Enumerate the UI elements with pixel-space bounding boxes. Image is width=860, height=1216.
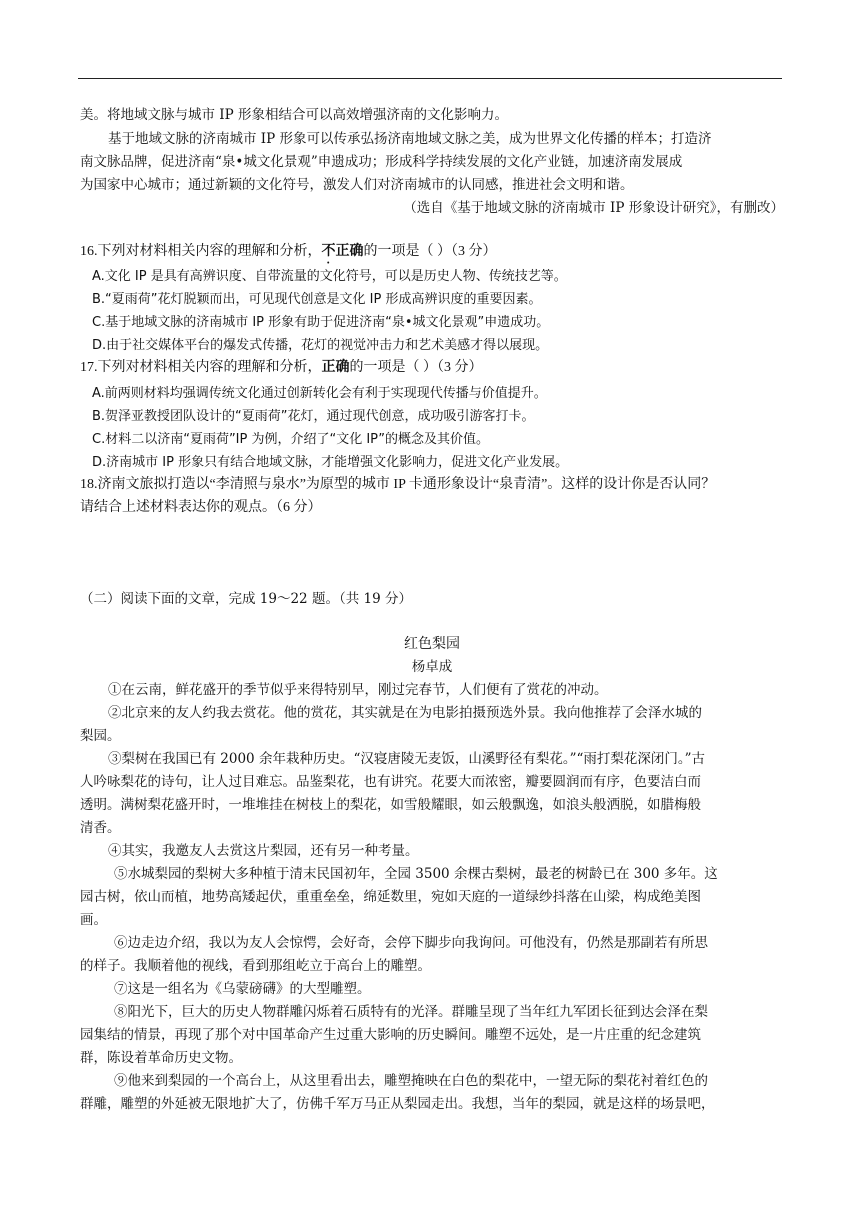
article-line: 梨园。 xyxy=(80,728,121,744)
article-line: ①在云南，鲜花盛开的季节似乎来得特别早，刚过完春节，人们便有了赏花的冲动。 xyxy=(108,682,608,698)
question-17-option-c: C.材料二以济南“夏雨荷”IP 为例，介绍了“文化 IP”的概念及其价值。 xyxy=(92,432,490,447)
article-line: ④其实，我邀友人去赏这片梨园，还有另一种考量。 xyxy=(108,843,419,859)
source-citation: （选自《基于地域文脉的济南城市 IP 形象设计研究》，有删改） xyxy=(403,200,784,216)
article-line: ⑧阳光下，巨大的历史人物群雕闪烁着石质特有的光泽。群雕呈现了当年红九军团长征到达会泽在梨 xyxy=(114,1004,708,1020)
article-line: 群雕，雕塑的外延被无限地扩大了，仿佛千军万马正从梨园走出。我想，当年的梨园，就是这样的场景吧， xyxy=(80,1096,715,1112)
question-18-line: 18.济南文旅拟打造以“李清照与泉水”为原型的城市 IP 卡通形象设计“泉青清”。这样的设计你是否认同？ xyxy=(80,477,716,492)
article-line: 画。 xyxy=(80,912,107,928)
question-16-tail: 的一项是（ ）（3 分） xyxy=(363,244,497,259)
passage-line: 基于地域文脉的济南城市 IP 形象可以传承弘扬济南地域文脉之美，成为世界文化传播的样本；打造济 xyxy=(108,131,712,147)
question-16-option-c: C.基于地域文脉的济南城市 IP 形象有助于促进济南“泉•城文化景观”申遗成功。 xyxy=(92,315,550,330)
article-line: 园集结的情景，再现了那个对中国革命产生过重大影响的历史瞬间。雕塑不远处，是一片庄重的纪念建筑 xyxy=(80,1027,701,1043)
article-line: 人吟咏梨花的诗句，让人过目难忘。品鉴梨花，也有讲究。花要大而浓密，瓣要圆润而有序，色要洁白而 xyxy=(80,774,701,790)
section-heading: （二）阅读下面的文章，完成 19～22 题。（共 19 分） xyxy=(80,591,412,607)
passage-line: 为国家中心城市；通过新颖的文化符号，激发人们对济南城市的认同感，推进社会文明和谐。 xyxy=(80,177,634,193)
article-title: 红色梨园 xyxy=(404,636,460,652)
article-line: ②北京来的友人约我去赏花。他的赏花，其实就是在为电影拍摄预选外景。我向他推荐了会泽水城的 xyxy=(108,705,702,721)
article-line: 清香。 xyxy=(80,820,121,836)
article-line: ⑥边走边介绍，我以为友人会惊愕，会好奇，会停下脚步向我询问。可他没有，仍然是那副若有所思 xyxy=(114,935,708,951)
question-16-option-a: A.文化 IP 是具有高辨识度、自带流量的文化符号，可以是历史人物、传统技艺等。 xyxy=(92,269,567,284)
article-author: 杨卓成 xyxy=(411,659,453,675)
question-16 xyxy=(80,241,784,267)
question-17-stem: 17.下列对材料相关内容的理解和分析， xyxy=(80,360,322,375)
article-line: ③梨树在我国已有 2000 余年栽种历史。“汉寝唐陵无麦饭，山溪野径有梨花。”“雨打梨花深闭门。”古 xyxy=(108,751,706,767)
article-line: 园古树，依山而植，地势高矮起伏，重重垒垒，绵延数里，宛如天庭的一道绿纱抖落在山梁，构成绝美图 xyxy=(80,889,701,905)
question-16-emphasis-correct: 正确 xyxy=(335,244,364,259)
article-line: ⑨他来到梨园的一个高台上，从这里看出去，雕塑掩映在白色的梨花中，一望无际的梨花衬着红色的 xyxy=(114,1073,708,1089)
header-rule xyxy=(78,78,782,79)
article-line: 群，陈设着革命历史文物。 xyxy=(80,1050,242,1066)
question-17-option-b: B.贺泽亚教授团队设计的“夏雨荷”花灯，通过现代创意，成功吸引游客打卡。 xyxy=(92,409,535,424)
question-17-option-d: D.济南城市 IP 形象只有结合地域文脉，才能增强文化影响力，促进文化产业发展。 xyxy=(92,455,569,470)
article-line: ⑤水城梨园的梨树大多种植于清末民国初年，全园 3500 余棵古梨树，最老的树龄已在 300 多年。这 xyxy=(114,866,718,882)
passage-line: 美。将地域文脉与城市 IP 形象相结合可以高效增强济南的文化影响力。 xyxy=(80,107,508,123)
question-17-emphasis-correct: 正确 xyxy=(321,360,350,375)
question-17-tail: 的一项是（ ）（3 分） xyxy=(349,360,483,375)
article-line: 透明。满树梨花盛开时，一堆堆挂在树枝上的梨花，如雪般耀眼，如云般飘逸，如浪头般洒脱，如腊梅般 xyxy=(80,797,701,813)
question-16-option-b: B.“夏雨荷”花灯脱颖而出，可见现代创意是文化 IP 形成高辨识度的重要因素。 xyxy=(92,292,542,307)
question-16-stem: 16.下列对材料相关内容的理解和分析， xyxy=(80,244,322,259)
question-16-option-d: D.由于社交媒体平台的爆发式传播，花灯的视觉冲击力和艺术美感才得以展现。 xyxy=(92,338,549,353)
passage-line: 南文脉品牌，促进济南“泉•城文化景观”申遗成功；形成科学持续发展的文化产业链，加速济南发展成 xyxy=(80,154,683,170)
question-17-option-a: A.前两则材料均强调传统文化通过创新转化会有利于实现现代传播与价值提升。 xyxy=(92,386,547,401)
question-17 xyxy=(80,357,784,379)
article-line: 的样子。我顺着他的视线，看到那组屹立于高台上的雕塑。 xyxy=(80,958,431,974)
question-16-emphasis-not: 不 xyxy=(321,244,336,259)
article-line: ⑦这是一组名为《乌蒙磅礴》的大型雕塑。 xyxy=(114,981,371,997)
question-18-line: 请结合上述材料表达你的观点。（6 分） xyxy=(80,500,322,515)
